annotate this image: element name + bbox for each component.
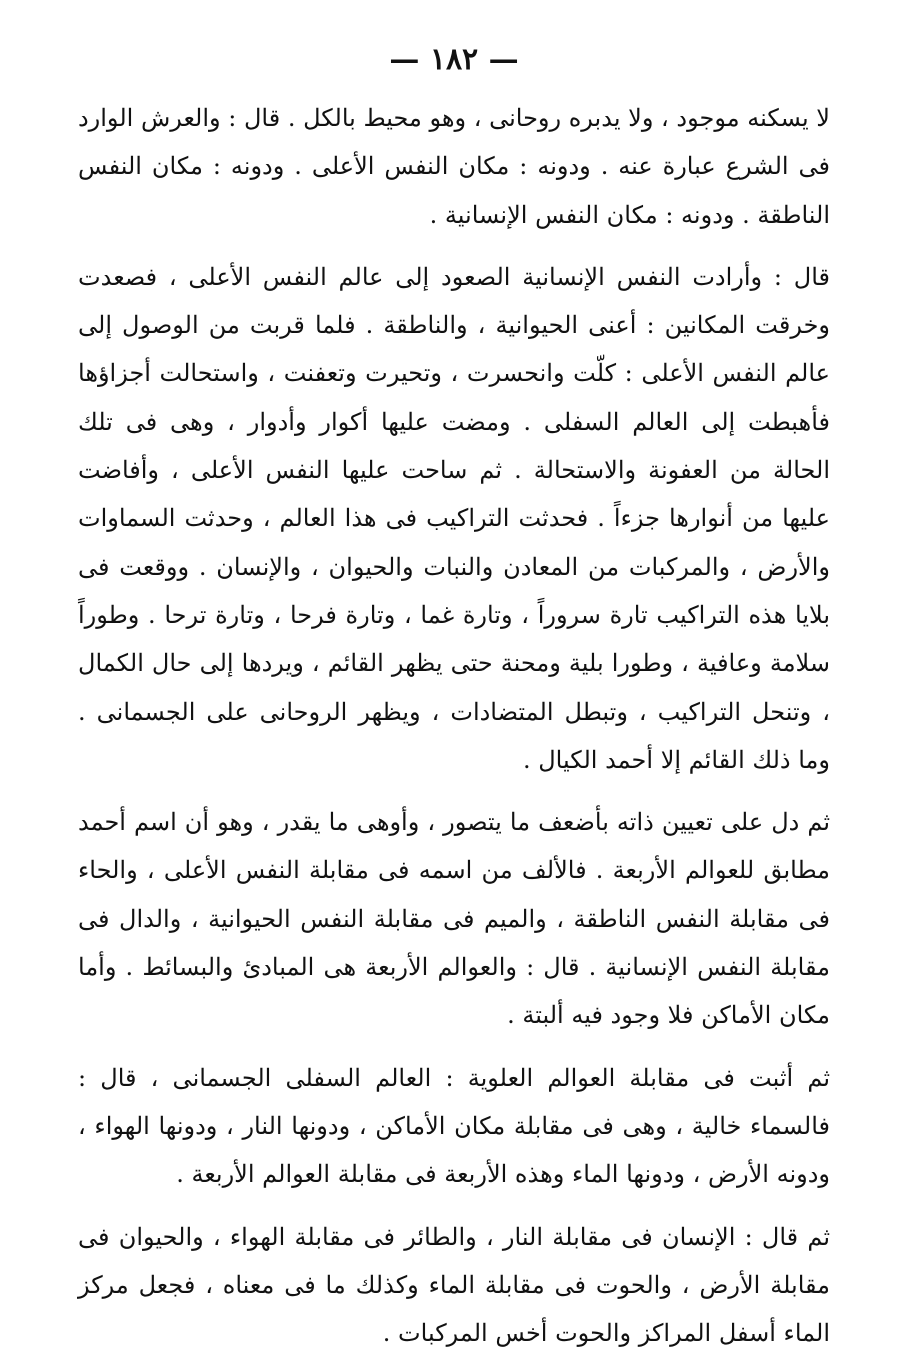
paragraph-5: ثم قال : الإنسان فى مقابلة النار ، والطائر فى مقابلة الهواء ، والحيوان فى مقابلة الأرض ، والحوت فى مقابلة الماء وكذلك ما فى معناه ، فجعل مركز الماء أسفل المراكز والحوت أخس المركبات .: [78, 1222, 830, 1348]
paragraph-4: ثم أثبت فى مقابلة العوالم العلوية : العالم السفلى الجسمانى ، قال : فالسماء خالية ، وهى فى مقابلة مكان الأماكن ، ودونها النار ، ودونها الهواء ، ودونه الأرض ، ودونها الماء وهذه الأربعة فى مقابلة العوالم الأربعة .: [78, 1063, 830, 1189]
paragraph-2: قال : وأرادت النفس الإنسانية الصعود إلى عالم النفس الأعلى ، فصعدت وخرقت المكانين : أعنى الحيوانية ، والناطقة . فلما قربت من الوصول إلى عالم النفس الأعلى : كلّت وانحسرت ، وتحيرت وتعفنت ، واستحالت أجزاؤها فأهبطت إلى العالم السفلى . ومضت عليها أكوار وأدوار ، وهى فى تلك الحالة من العفونة والاستحالة . ثم ساحت عليها النفس الأعلى ، وأفاضت عليها من أنوارها جزءاً . فحدثت التراكيب فى هذا العالم ، وحدثت السماوات والأرض ، والمركبات من المعادن والنبات والحيوان ، والإنسان . ووقعت فى بلايا هذه التراكيب تارة سروراً ، وتارة غما ، وتارة فرحا ، وتارة ترحا . وطوراً سلامة وعافية ، وطورا بلية ومحنة حتى يظهر القائم ، ويردها إلى حال الكمال ، وتنحل التراكيب ، وتبطل المتضادات ، ويظهر الروحانى على الجسمانى . وما ذلك القائم إلا أحمد الكيال .: [78, 262, 830, 774]
page-number: — ١٨٢ —: [389, 42, 519, 77]
paragraph-3: ثم دل على تعيين ذاته بأضعف ما يتصور ، وأوهى ما يقدر ، وهو أن اسم أحمد مطابق للعوالم الأربعة . فالألف من اسمه فى مقابلة النفس الأعلى ، والحاء فى مقابلة النفس الناطقة ، والميم فى مقابلة النفس الحيوانية ، والدال فى مقابلة النفس الإنسانية . قال : والعوالم الأربعة هى المبادئ والبسائط . وأما مكان الأماكن فلا وجود فيه ألبتة .: [78, 808, 830, 1030]
paragraph-1: لا يسكنه موجود ، ولا يدبره روحانى ، وهو محيط بالكل . قال : والعرش الوارد فى الشرع عبارة عنه . ودونه : مكان النفس الأعلى . ودونه : مكان النفس الناطقة . ودونه : مكان النفس الإنسانية .: [77, 104, 830, 229]
